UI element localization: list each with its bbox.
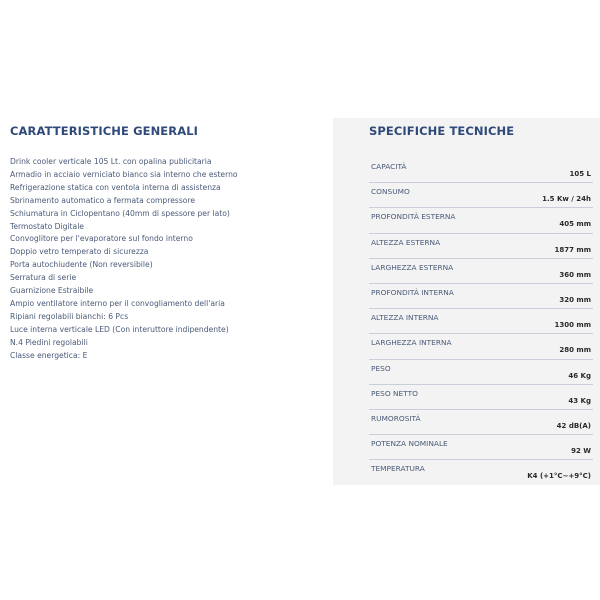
spec-label: ALTEZZA ESTERNA bbox=[371, 237, 441, 247]
spec-value: 43 Kg bbox=[568, 396, 591, 405]
spec-row-external-depth bbox=[369, 208, 593, 233]
spec-row-weight bbox=[369, 360, 593, 385]
feature-item: Refrigerazione statica con ventola interna di assistenza bbox=[10, 182, 221, 192]
spec-label: RUMOROSITÀ bbox=[371, 413, 421, 423]
general-features-list bbox=[10, 156, 238, 363]
spec-label: LARGHEZZA INTERNA bbox=[371, 338, 452, 348]
spec-row-internal-width bbox=[369, 334, 593, 359]
feature-item: Schiumatura in Ciclopentano (40mm di spessore per lato) bbox=[10, 208, 230, 218]
feature-item: Sbrinamento automatico a fermata compressore bbox=[10, 195, 196, 205]
spec-value: 405 mm bbox=[559, 220, 591, 229]
tech-specs-table bbox=[369, 158, 593, 485]
spec-value: 280 mm bbox=[559, 346, 591, 355]
feature-item: Convoglitore per l'evaporatore sul fondo interno bbox=[10, 234, 193, 244]
spec-label: PROFONDITÀ INTERNA bbox=[371, 287, 454, 297]
tech-specs-panel bbox=[333, 118, 600, 485]
spec-value: 46 Kg bbox=[568, 371, 591, 380]
feature-item: Porta autochiudente (Non reversibile) bbox=[10, 260, 153, 270]
spec-row-external-width bbox=[369, 259, 593, 284]
spec-label: CONSUMO bbox=[371, 187, 410, 197]
spec-row-internal-depth bbox=[369, 284, 593, 309]
feature-item: N.4 Piedini regolabili bbox=[10, 337, 88, 347]
spec-row-consumption bbox=[369, 183, 593, 208]
general-features-panel bbox=[0, 118, 333, 485]
spec-value: 42 dB(A) bbox=[556, 421, 591, 430]
spec-value: K4 (+1°C~+9°C) bbox=[527, 472, 591, 481]
feature-item: Classe energetica: E bbox=[10, 350, 88, 360]
spec-row-noise bbox=[369, 410, 593, 435]
feature-item: Drink cooler verticale 105 Lt. con opalina publicitaria bbox=[10, 157, 212, 166]
spec-row-rated-power bbox=[369, 435, 593, 460]
spec-row-external-height bbox=[369, 234, 593, 259]
feature-item: Armadio in acciaio verniciato bianco sia interno che esterno bbox=[10, 169, 238, 179]
general-features-title: CARATTERISTICHE GENERALI bbox=[10, 124, 199, 138]
spec-label: TEMPERATURA bbox=[371, 464, 425, 474]
spec-value: 320 mm bbox=[559, 295, 591, 304]
spec-label: PROFONDITÀ ESTERNA bbox=[371, 212, 456, 222]
spec-label: POTENZA NOMINALE bbox=[371, 439, 448, 449]
spec-value: 1877 mm bbox=[554, 245, 591, 254]
feature-item: Serratura di serie bbox=[10, 273, 77, 283]
feature-item: Luce interna verticale LED (Con interuttore indipendente) bbox=[10, 324, 229, 334]
tech-specs-title: SPECIFICHE TECNICHE bbox=[369, 124, 515, 138]
spec-value: 360 mm bbox=[559, 270, 591, 279]
spec-value: 1300 mm bbox=[554, 321, 591, 330]
spec-value: 1.5 Kw / 24h bbox=[542, 195, 591, 204]
spec-row-temperature bbox=[369, 460, 593, 485]
spec-label: LARGHEZZA ESTERNA bbox=[371, 262, 454, 272]
spec-label: PESO bbox=[371, 363, 391, 373]
feature-item: Termostato Digitale bbox=[10, 221, 84, 231]
spec-row-capacity bbox=[369, 158, 593, 183]
spec-label: ALTEZZA INTERNA bbox=[371, 313, 439, 323]
spec-label: CAPACITÀ bbox=[371, 162, 407, 171]
spec-row-internal-height bbox=[369, 309, 593, 334]
spec-value: 105 L bbox=[569, 170, 591, 178]
spec-label: PESO NETTO bbox=[371, 388, 418, 398]
feature-item: Ripiani regolabili bianchi: 6 Pcs bbox=[10, 311, 129, 321]
feature-item: Guarnizione Estraibile bbox=[10, 286, 94, 296]
feature-item: Ampio ventilatore interno per il convogliamento dell'aria bbox=[10, 298, 225, 308]
spec-row-net-weight bbox=[369, 385, 593, 410]
spec-value: 92 W bbox=[571, 447, 591, 456]
feature-item: Doppio vetro temperato di sicurezza bbox=[10, 247, 149, 257]
